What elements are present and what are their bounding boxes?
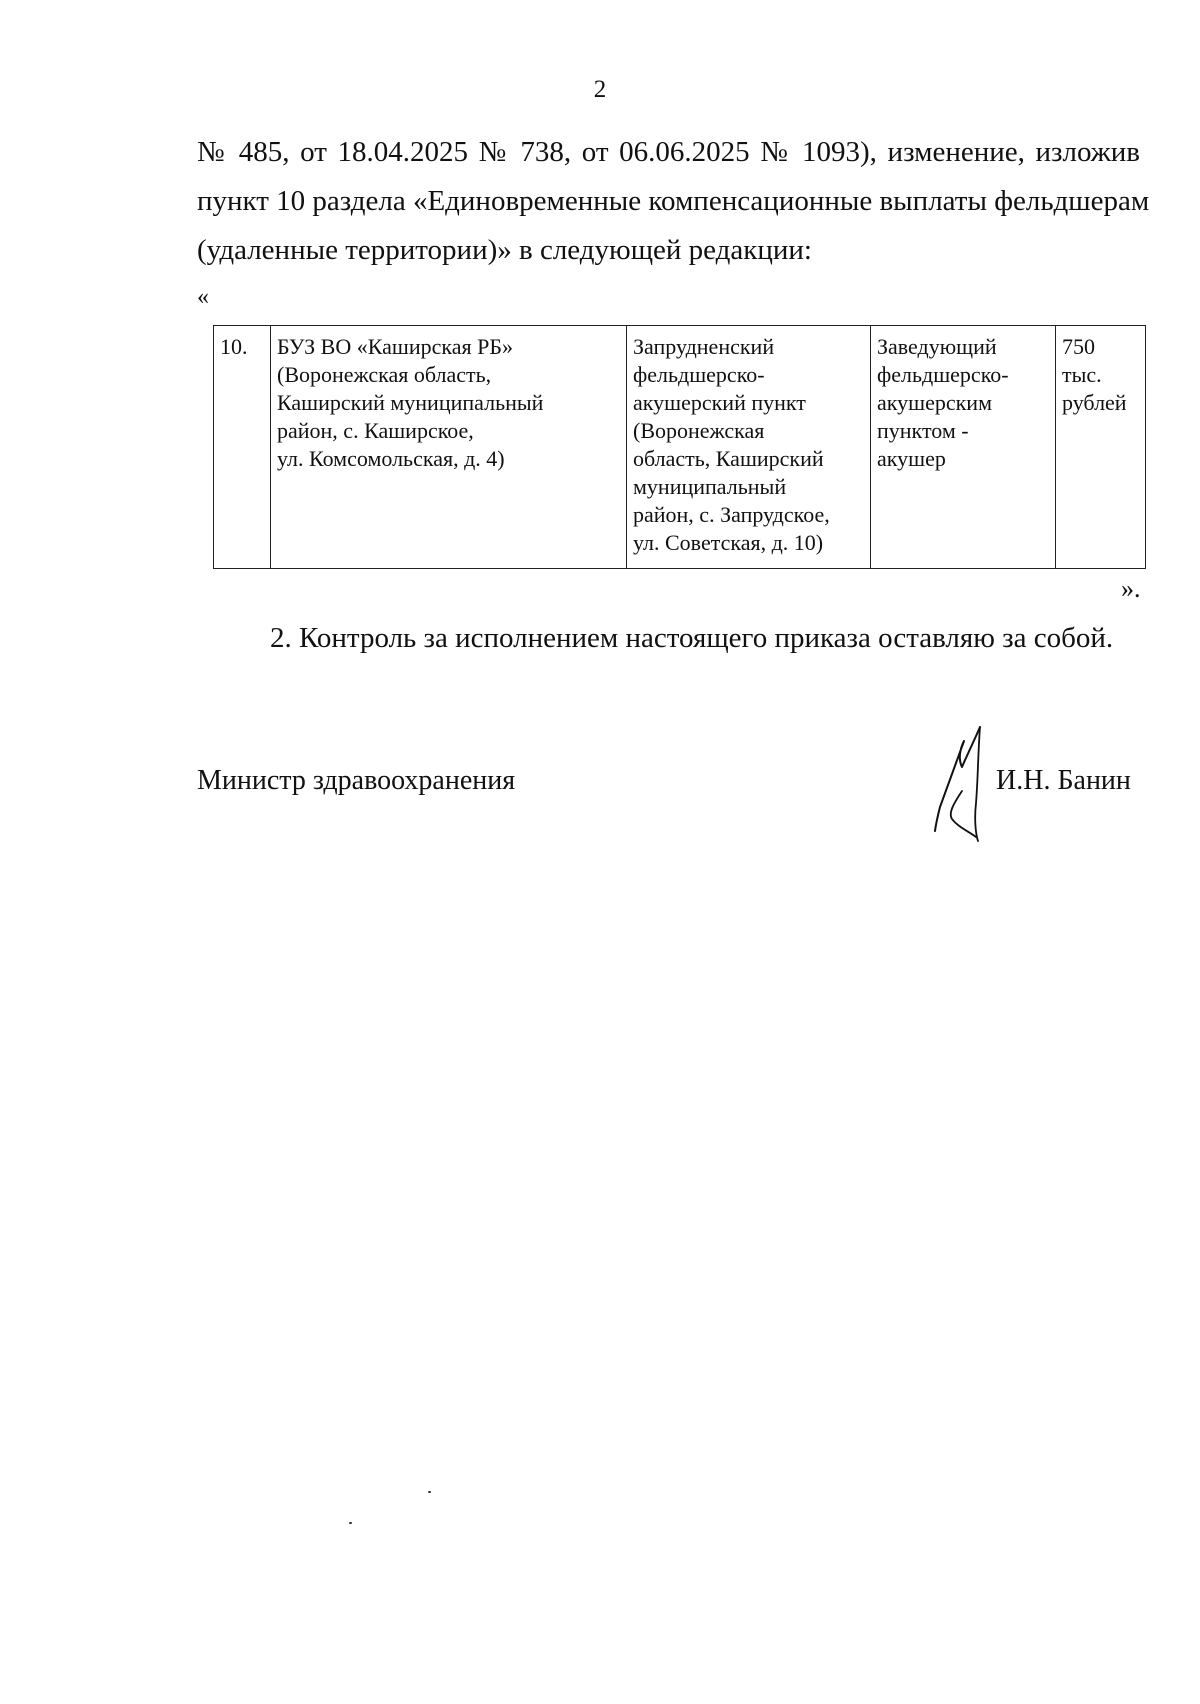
scan-speck: [428, 1491, 431, 1493]
position-line: Заведующий: [877, 334, 997, 359]
cell-number: [214, 326, 271, 569]
clause-2: 2. Контроль за исполнением настоящего приказа оставляю за собой.: [270, 622, 1114, 654]
facility-line: акушерский пункт: [633, 390, 806, 415]
organization-line: ул. Комсомольская, д. 4): [277, 446, 505, 471]
facility-line: ул. Советская, д. 10): [633, 530, 824, 555]
facility-line: (Воронежская: [633, 418, 765, 443]
amount-line: тыс.: [1062, 362, 1102, 387]
amendment-table: [213, 325, 1146, 569]
facility-line: муниципальный: [633, 474, 787, 499]
table-row: [214, 326, 1146, 569]
intro-paragraph: [197, 128, 1150, 275]
handwritten-signature: [918, 723, 1008, 843]
cell-organization: [271, 326, 627, 569]
signer-title: Министр здравоохранения: [197, 765, 516, 796]
position-line: пунктом -: [877, 418, 969, 443]
cell-position: [871, 326, 1056, 569]
scan-speck: [349, 1522, 352, 1524]
signer-name: И.Н. Банин: [996, 765, 1131, 796]
position-line: акушерским: [877, 390, 992, 415]
organization-line: район, с. Каширское,: [277, 418, 474, 443]
row-number: 10.: [220, 334, 248, 359]
opening-quote: «: [197, 284, 209, 310]
facility-line: область, Каширский: [633, 446, 824, 471]
cell-facility: [627, 326, 871, 569]
facility-line: Запрудненский: [633, 334, 775, 359]
page-number: 2: [593, 76, 607, 103]
cell-amount: [1056, 326, 1146, 569]
organization-line: (Воронежская область,: [277, 362, 492, 387]
intro-line-3: (удаленные территории)» в следующей редакции:: [197, 234, 812, 266]
intro-line-1: № 485, от 18.04.2025 № 738, от 06.06.2025 № 1093), изменение, изложив: [197, 136, 1140, 168]
organization-line: Каширский муниципальный: [277, 390, 544, 415]
position-line: фельдшерско-: [877, 362, 1009, 387]
facility-line: фельдшерско-: [633, 362, 765, 387]
intro-line-2: пункт 10 раздела «Единовременные компенсационные выплаты фельдшерам: [197, 185, 1150, 217]
amount-line: рублей: [1062, 390, 1127, 415]
position-line: акушер: [877, 446, 946, 471]
facility-line: район, с. Запрудское,: [633, 502, 830, 527]
amount-line: 750: [1062, 334, 1095, 359]
closing-quote: ».: [1121, 574, 1141, 603]
organization-line: БУЗ ВО «Каширская РБ»: [277, 334, 513, 359]
